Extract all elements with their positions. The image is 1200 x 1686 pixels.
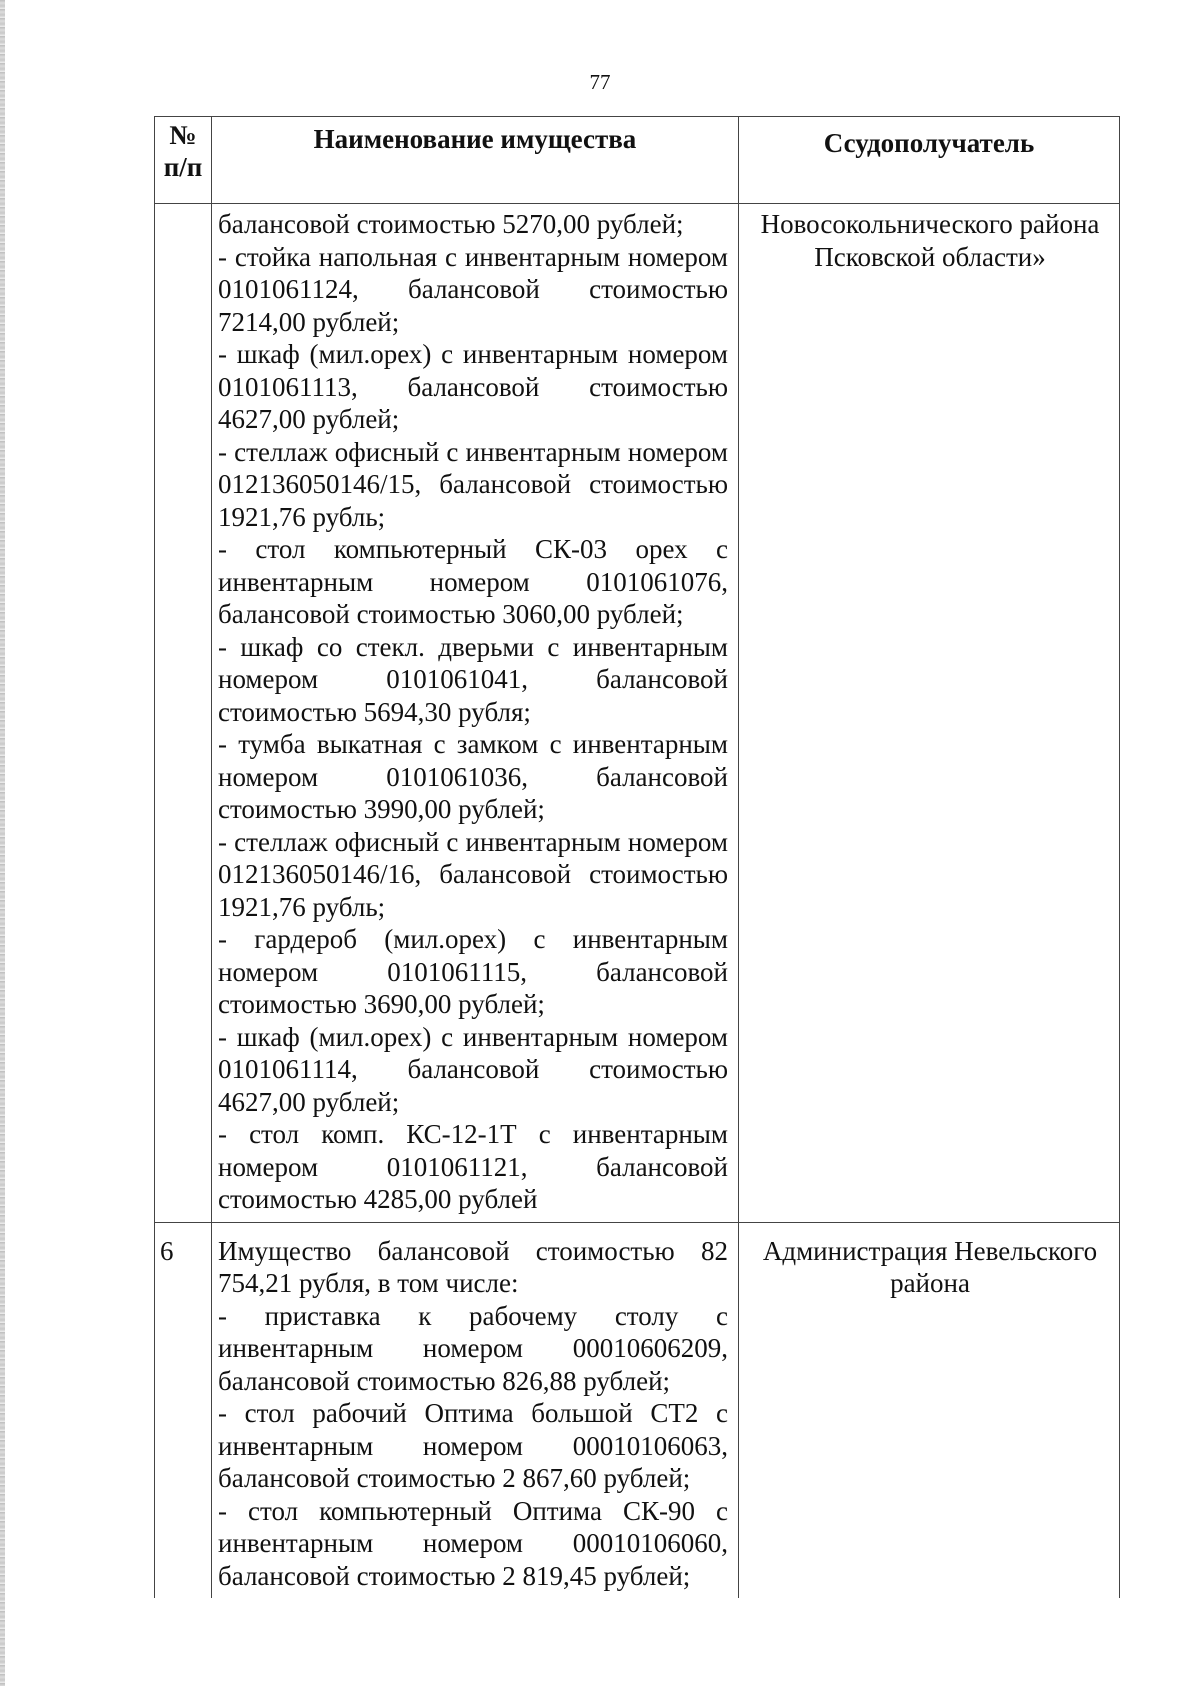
page-number: 77 (589, 70, 611, 94)
scan-edge (0, 0, 5, 1686)
property-line: Имущество балансовой стоимостью 82 754,21 рубля, в том числе: (218, 1235, 728, 1298)
table-header-row (155, 117, 1120, 204)
property-line: - стол комп. КС-12-1Т с инвентарным номером 0101061121, балансовой стоимостью 4285,00 рублей (218, 1119, 728, 1214)
property-line: - гардероб (мил.орех) с инвентарным номером 0101061115, балансовой стоимостью 3690,00 рублей; (218, 924, 728, 1019)
property-line: - тумба выкатная с замком с инвентарным номером 0101061036, балансовой стоимостью 3990,00 рублей; (218, 729, 728, 824)
property-line: - стойка напольная с инвентарным номером 0101061124, балансовой стоимостью 7214,00 рублей; (218, 241, 728, 337)
table-row (155, 1222, 1120, 1598)
header-name: Наименование имущества (212, 117, 739, 204)
property-line: - стеллаж офисный с инвентарным номером 012136050146/16, балансовой стоимостью 1921,76 рубль; (218, 826, 728, 922)
property-line: - приставка к рабочему столу с инвентарным номером 00010606209, балансовой стоимостью 826,88 рублей; (218, 1300, 728, 1396)
row-num (155, 204, 212, 1223)
property-table (154, 116, 1120, 1598)
row-property-description (212, 1222, 739, 1598)
property-line: - стол рабочий Оптима большой СТ2 с инвентарным номером 00010106063, балансовой стоимостью 2 867,60 рублей; (218, 1398, 728, 1493)
row-recipient: Новосокольнического района Псковской области» (739, 204, 1120, 1223)
row-recipient: Администрация Невельского района (739, 1222, 1120, 1598)
property-line: - стол компьютерный Оптима СК-90 с инвентарным номером 00010106060, балансовой стоимостью 2 819,45 рублей; (218, 1495, 728, 1591)
table-row (155, 204, 1120, 1223)
header-recipient: Ссудополучатель (739, 117, 1120, 204)
property-line: - стеллаж офисный с инвентарным номером 012136050146/15, балансовой стоимостью 1921,76 рубль; (218, 436, 728, 532)
property-line: - шкаф (мил.орех) с инвентарным номером 0101061113, балансовой стоимостью 4627,00 рублей; (218, 339, 728, 434)
row-num: 6 (155, 1222, 212, 1598)
property-line: балансовой стоимостью 5270,00 рублей; (218, 209, 684, 239)
property-line: - шкаф со стекл. дверьми с инвентарным номером 0101061041, балансовой стоимостью 5694,30 рубля; (218, 631, 728, 727)
header-num: № п/п (155, 117, 212, 204)
row-property-description (212, 204, 739, 1223)
property-line: - шкаф (мил.орех) с инвентарным номером 0101061114, балансовой стоимостью 4627,00 рублей; (218, 1021, 728, 1117)
property-line: - стол компьютерный СК-03 орех с инвентарным номером 0101061076, балансовой стоимостью 3060,00 рублей; (218, 534, 728, 629)
